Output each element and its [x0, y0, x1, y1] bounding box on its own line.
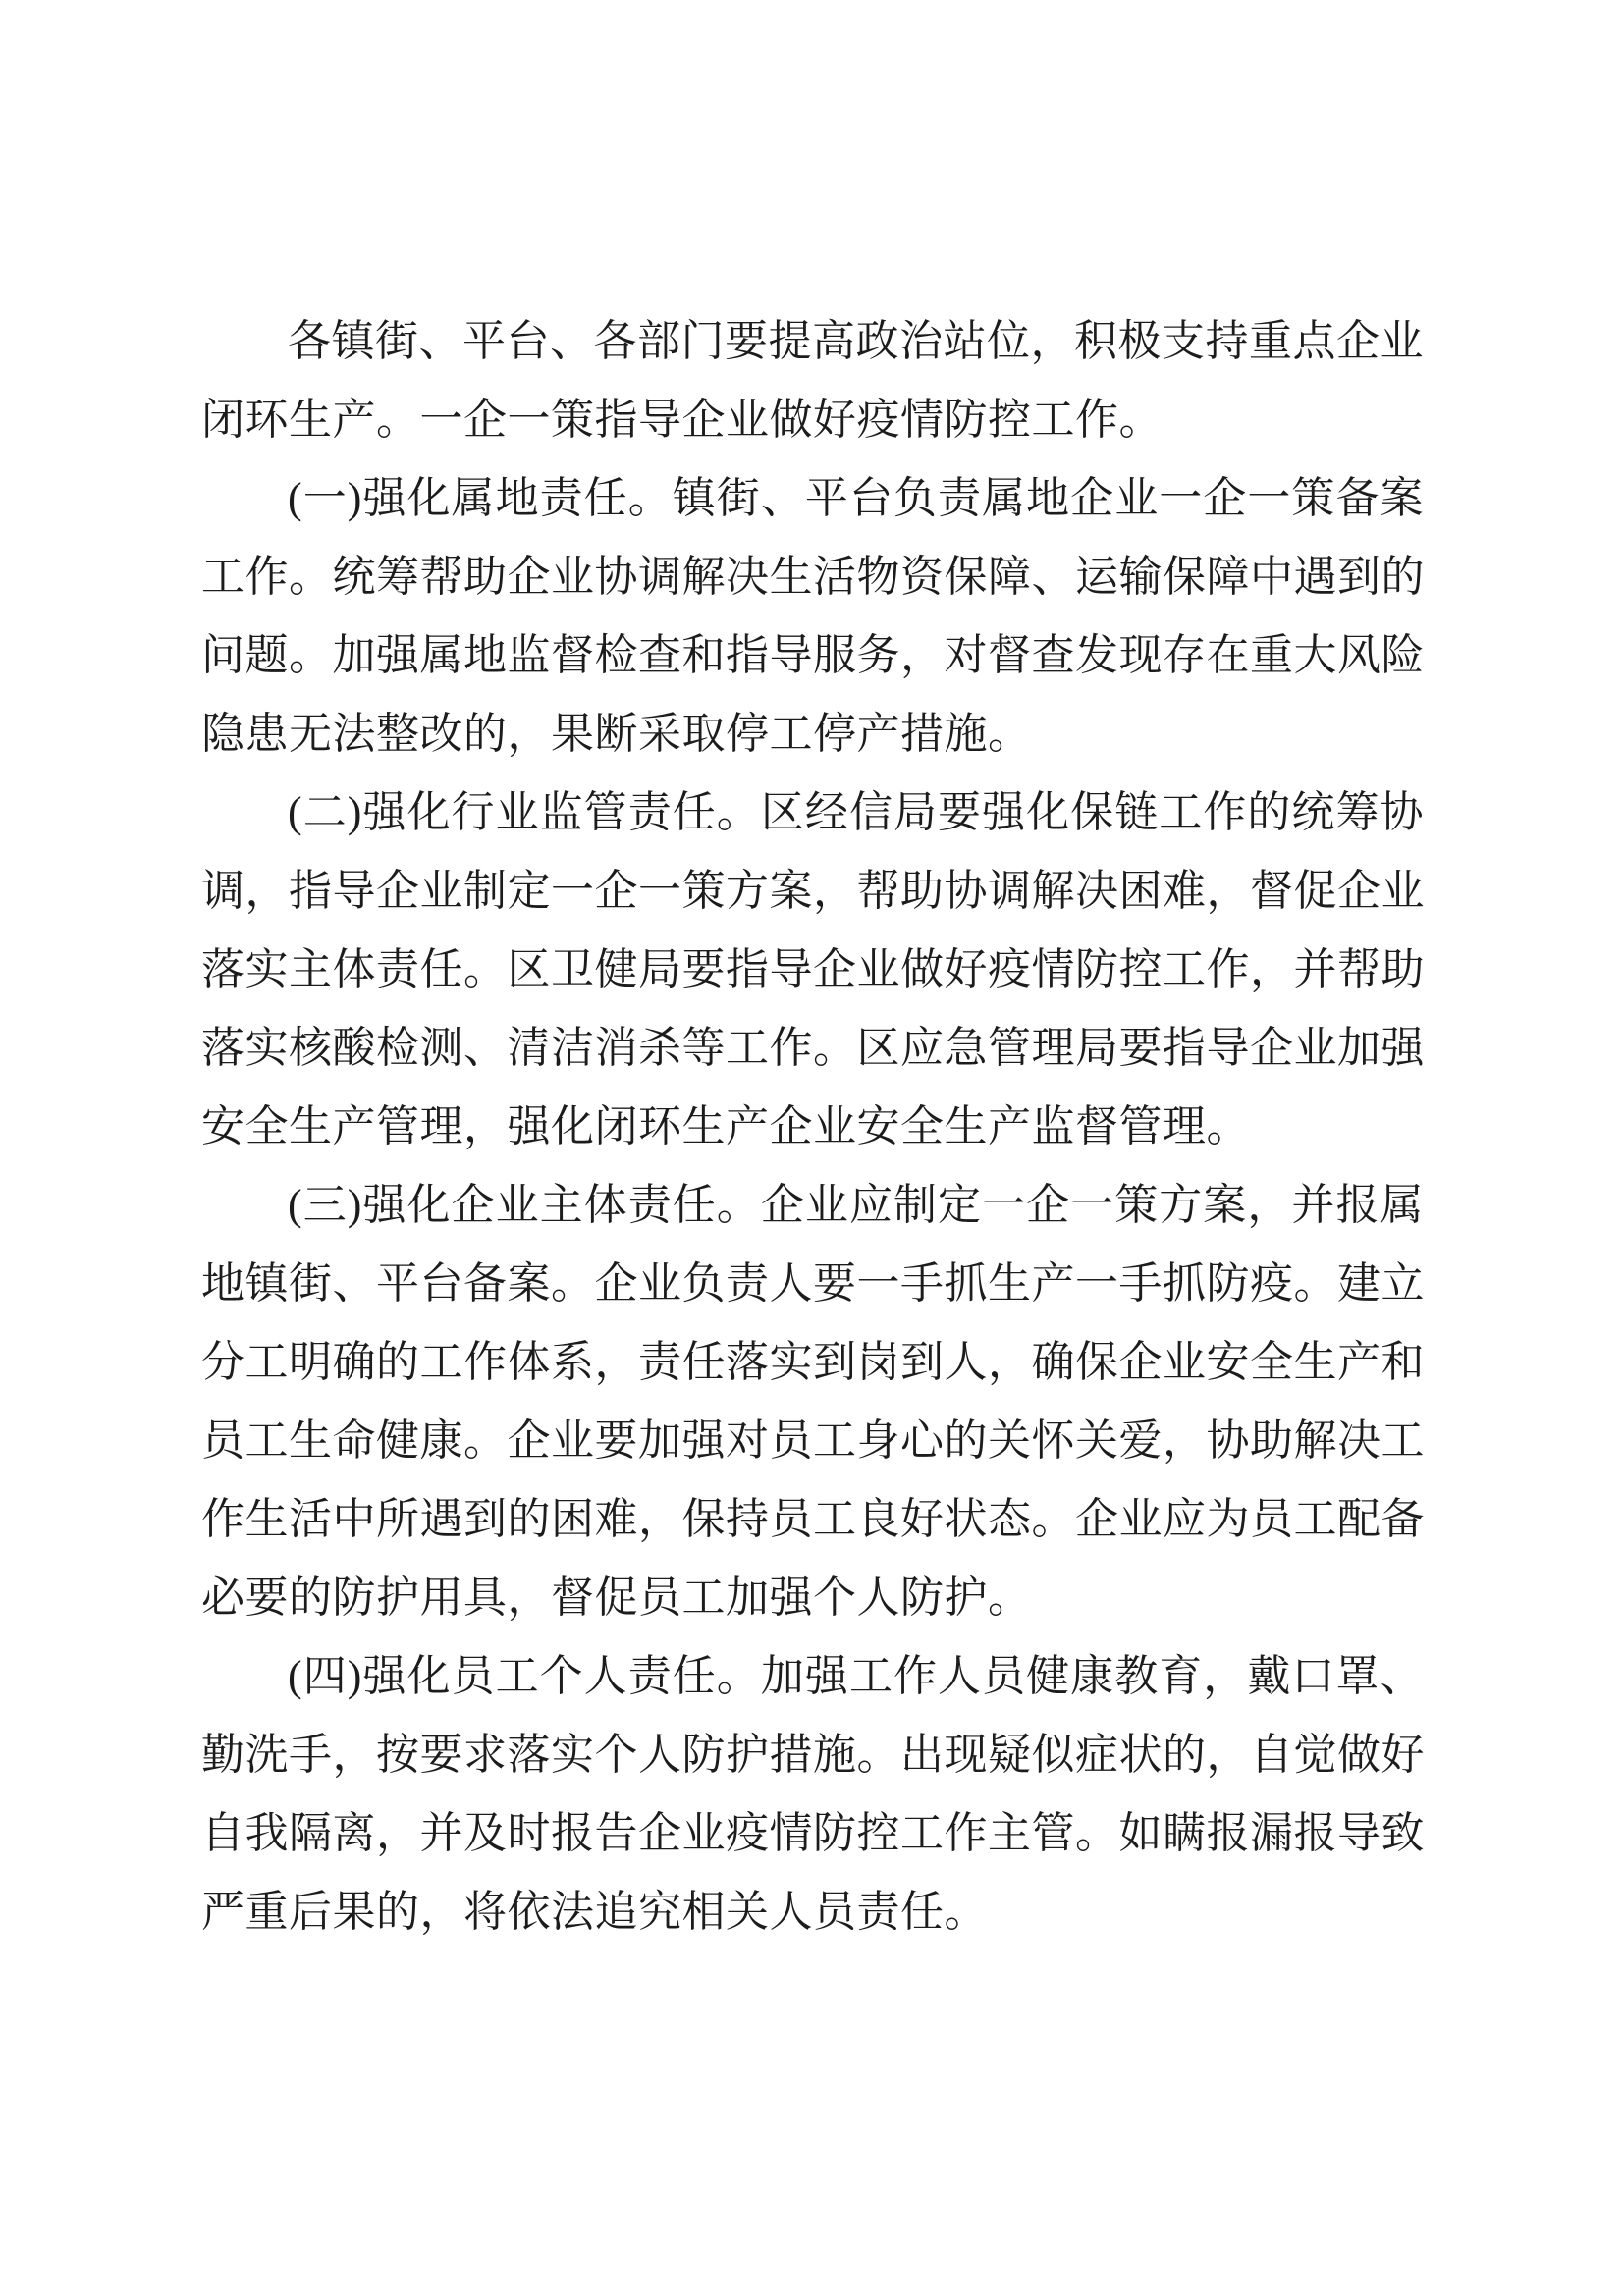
paragraph-item-4 [201, 1637, 1424, 1951]
text-line: 闭环生产。一企一策指导企业做好疫情防控工作。 [201, 396, 1163, 444]
text-line: 必要的防护用具，督促员工加强个人防护。 [201, 1574, 1032, 1622]
text-line: 作生活中所遇到的困难，保持员工良好状态。企业应为员工配备 [201, 1495, 1425, 1543]
text-line: 勤洗手，按要求落实个人防护措施。出现疑似症状的，自觉做好 [201, 1731, 1425, 1779]
text-line: 隐患无法整改的，果断采取停工停产措施。 [201, 710, 1032, 758]
text-line: (一)强化属地责任。镇街、平台负责属地企业一企一策备案 [288, 474, 1424, 522]
text-line: 严重后果的，将依法追究相关人员责任。 [201, 1888, 988, 1936]
text-line: (三)强化企业主体责任。企业应制定一企一策方案，并报属 [288, 1181, 1424, 1229]
text-line: 各镇街、平台、各部门要提高政治站位，积极支持重点企业 [288, 317, 1424, 365]
paragraph-item-1 [201, 459, 1424, 774]
text-line: 落实核酸检测、清洁消杀等工作。区应急管理局要指导企业加强 [201, 1024, 1425, 1072]
text-line: 安全生产管理，强化闭环生产企业安全生产监督管理。 [201, 1102, 1250, 1150]
text-line: 分工明确的工作体系，责任落实到岗到人，确保企业安全生产和 [201, 1338, 1425, 1386]
text-line: (二)强化行业监管责任。区经信局要强化保链工作的统筹协 [288, 788, 1424, 836]
text-line: 自我隔离，并及时报告企业疫情防控工作主管。如瞒报漏报导致 [201, 1809, 1425, 1857]
text-line: 地镇街、平台备案。企业负责人要一手抓生产一手抓防疫。建立 [201, 1259, 1425, 1308]
paragraph-item-3 [201, 1166, 1424, 1637]
text-line: 工作。统筹帮助企业协调解决生活物资保障、运输保障中遇到的 [201, 553, 1425, 601]
text-line: 问题。加强属地监督检查和指导服务，对督查发现存在重大风险 [201, 631, 1425, 679]
text-line: 落实主体责任。区卫健局要指导企业做好疫情防控工作，并帮助 [201, 945, 1425, 993]
paragraph-item-2 [201, 774, 1424, 1166]
text-line: 员工生命健康。企业要加强对员工身心的关怀关爱，协助解决工 [201, 1416, 1425, 1465]
document-body-text [201, 302, 1424, 1951]
text-line: (四)强化员工个人责任。加强工作人员健康教育，戴口罩、 [288, 1652, 1424, 1700]
paragraph-intro [201, 302, 1424, 459]
text-line: 调，指导企业制定一企一策方案，帮助协调解决困难，督促企业 [201, 867, 1425, 915]
